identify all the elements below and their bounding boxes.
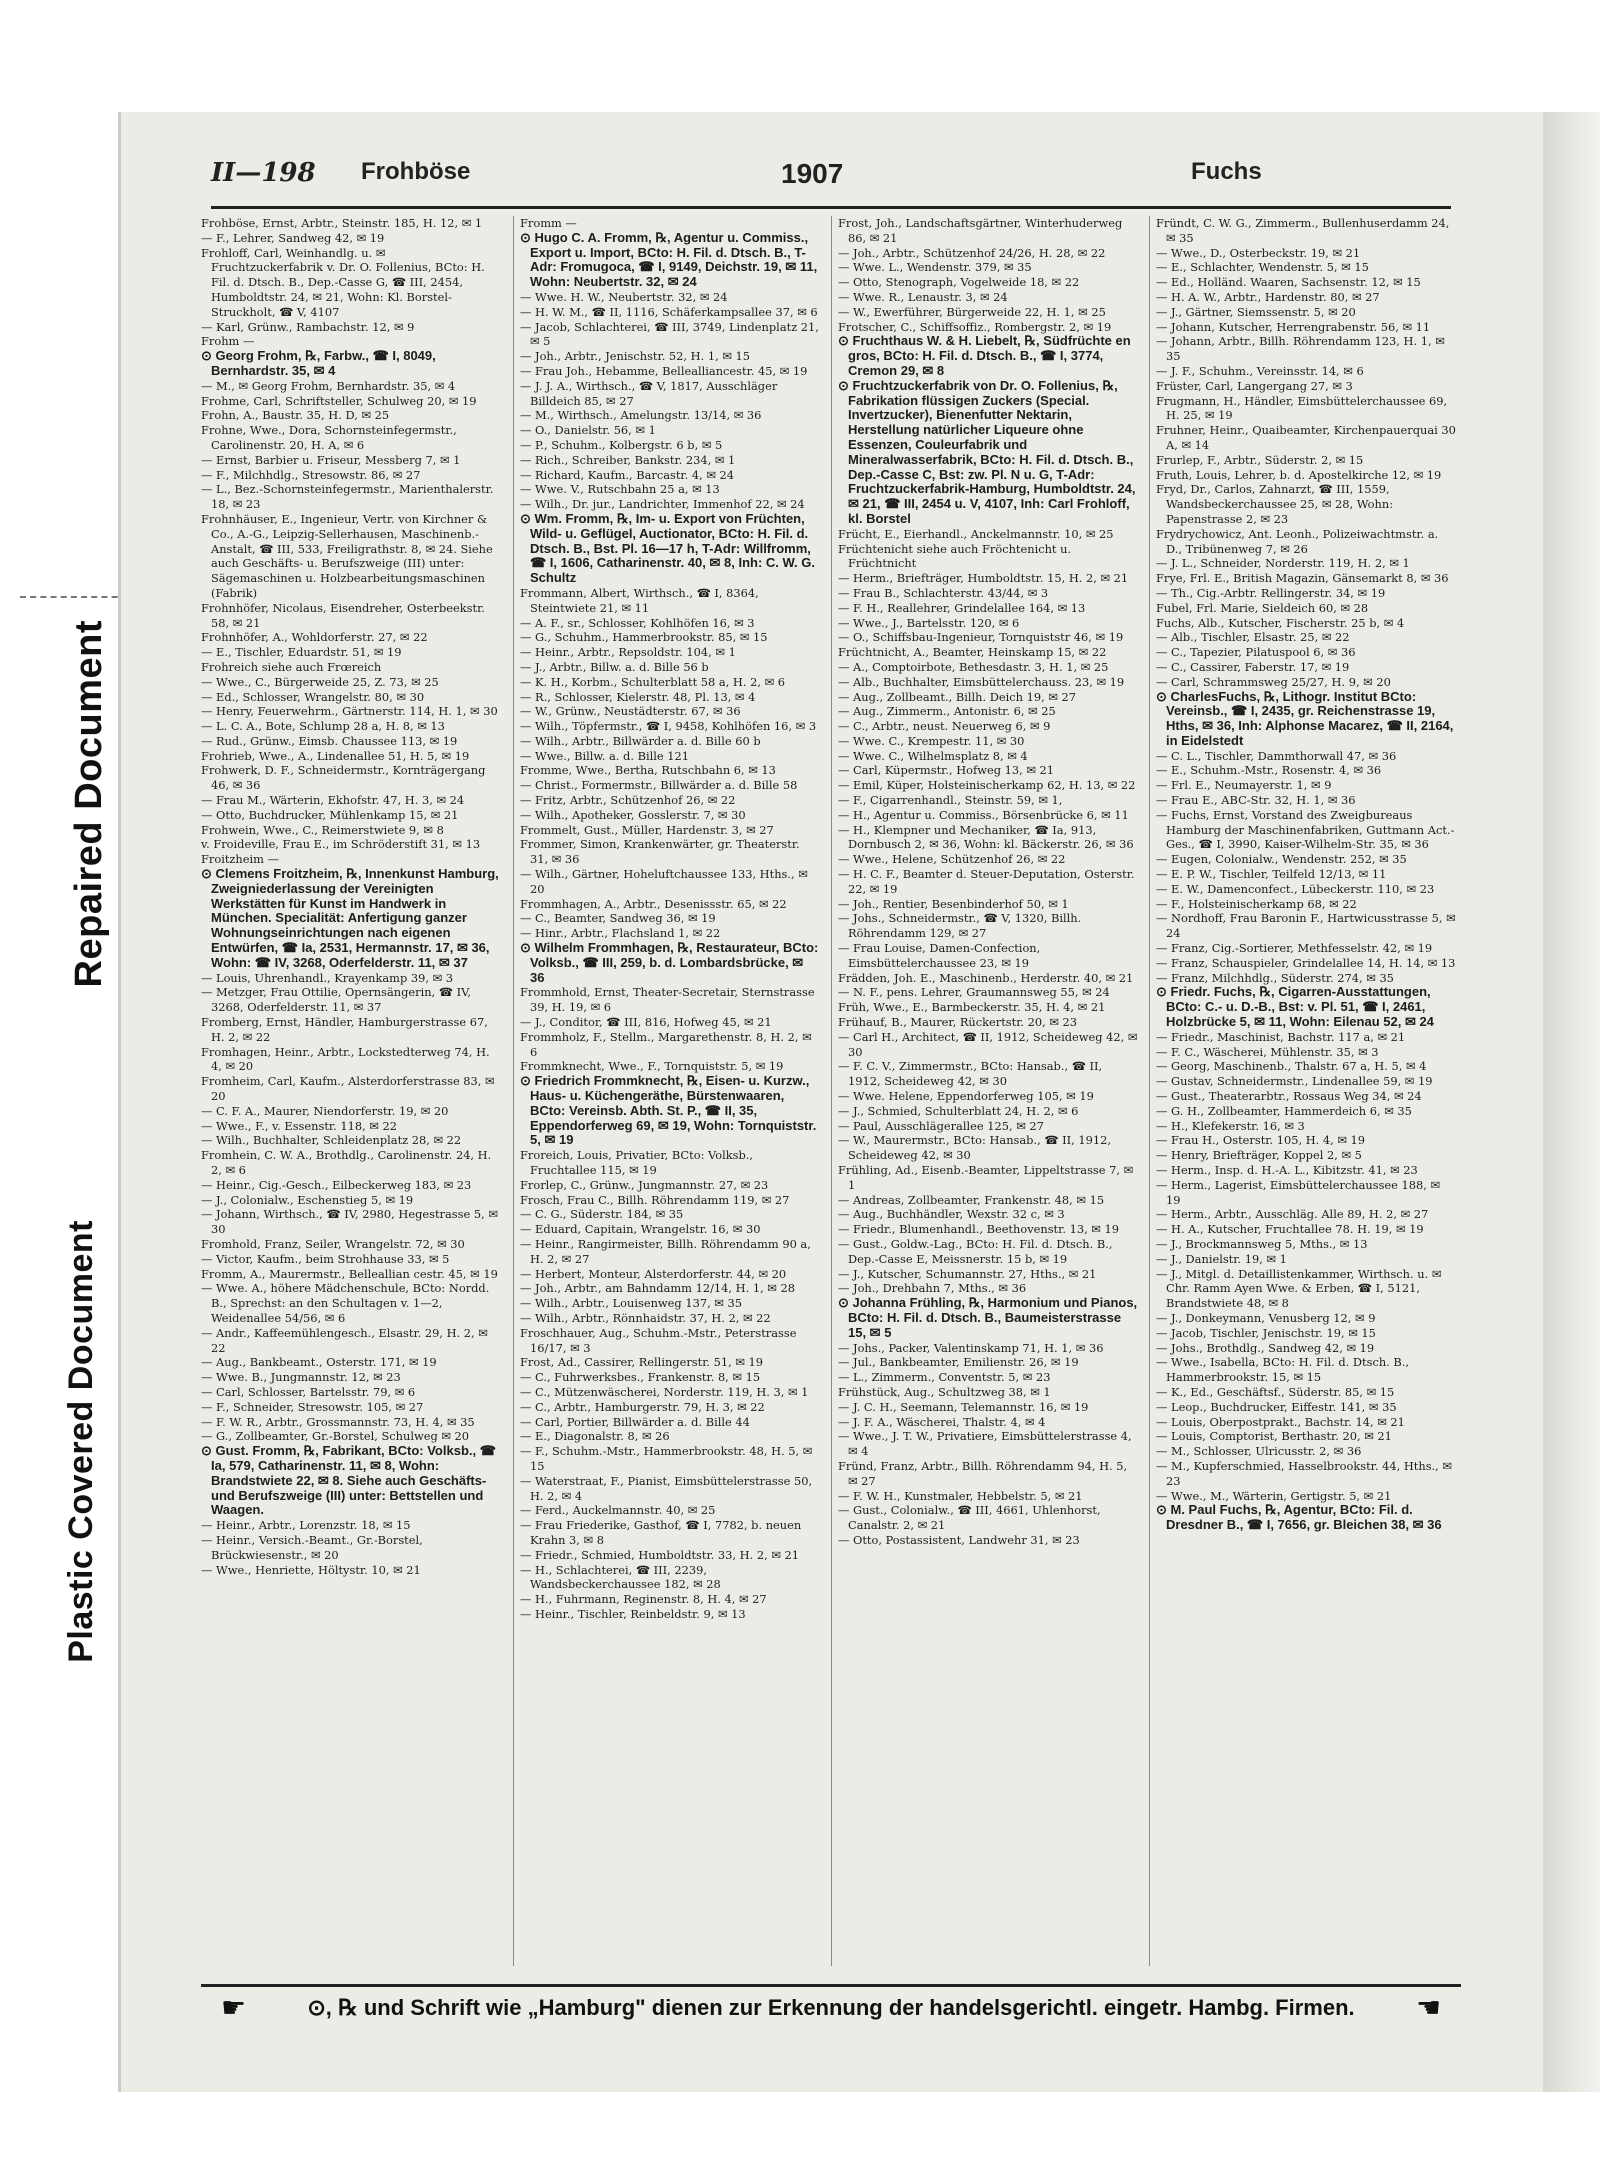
directory-entry: — Heinr., Arbtr., Repsoldstr. 104, ✉ 1 <box>520 645 736 660</box>
directory-entry: Frommhagen, A., Arbtr., Desenissstr. 65, ✉ 22 <box>520 896 787 911</box>
directory-entry: Früchtenicht siehe auch Fröchtenicht u. Früchtnicht <box>838 541 1072 571</box>
directory-entry: — Andr., Kaffeemühlengesch., Elsastr. 29, H. 2, ✉ 22 <box>201 1325 488 1355</box>
directory-entry: ⊙ Johanna Frühling, ℞, Harmonium und Pianos, BCto: H. Fil. d. Dtsch. B., Baumeisterstrasse 15, ✉ 5 <box>838 1295 1138 1340</box>
directory-entry: — Carl, Küpermstr., Hofweg 13, ✉ 21 <box>838 763 1055 778</box>
directory-entry: Fromhagen, Heinr., Arbtr., Lockstedterweg 74, H. 4, ✉ 20 <box>201 1044 490 1074</box>
directory-entry: — Wilh., Apotheker, Gosslerstr. 7, ✉ 30 <box>520 807 746 822</box>
directory-entry: — Wwe. C., Wilhelmsplatz 8, ✉ 4 <box>838 748 1028 763</box>
directory-entry: — Ernst, Barbier u. Friseur, Messberg 7, ✉ 1 <box>201 452 461 467</box>
directory-entry: — H. C. F., Beamter d. Steuer-Deputation, Osterstr. 22, ✉ 19 <box>838 867 1135 896</box>
directory-entry: — F., Cigarrenhandl., Steinstr. 59, ✉ 1, <box>838 793 1063 808</box>
pointing-hand-icon: ☛ <box>221 1991 247 2024</box>
directory-entry: — E., Schuhm.-Mstr., Rosenstr. 4, ✉ 36 <box>1156 763 1382 778</box>
directory-entry: — Johann, Wirthsch., ☎ IV, 2980, Hegestrasse 5, ✉ 30 <box>201 1207 498 1237</box>
directory-entry: — Joh., Rentier, Besenbinderhof 50, ✉ 1 <box>838 896 1069 911</box>
directory-entry: — E., Diagonalstr. 8, ✉ 26 <box>520 1429 670 1444</box>
directory-entry: — J. C. H., Seemann, Telemannstr. 16, ✉ 19 <box>838 1399 1089 1414</box>
directory-entry: ⊙ M. Paul Fuchs, ℞, Agentur, BCto: Fil. d. Dresdner B., ☎ I, 7656, gr. Bleichen 38, ✉ 36 <box>1156 1502 1442 1533</box>
directory-entry: — C., Cassirer, Faberstr. 17, ✉ 19 <box>1156 659 1350 674</box>
directory-entry: — Louis, Comptorist, Berthastr. 20, ✉ 21 <box>1156 1429 1392 1444</box>
directory-entry: — Victor, Kaufm., beim Strohhause 33, ✉ 5 <box>201 1251 450 1266</box>
directory-entry: — J., Schmied, Schulterblatt 24, H. 2, ✉ 6 <box>838 1103 1079 1118</box>
directory-entry: Frohloff, Carl, Weinhandlg. u. ✉ Fruchtzuckerfabrik v. Dr. O. Follenius, BCto: H. Fil. d. Dtsch. B., Dep.-Casse G, ☎ III, 2454, Humboldtstr. 24, ✉ 21, Wohn: Kl. Borstel-Struckholt, ☎ V, 4107 <box>201 245 485 319</box>
directory-entry: Frost, Joh., Landschaftsgärtner, Winterhuderweg 86, ✉ 21 <box>838 216 1123 245</box>
directory-entry: — F. C., Wäscherei, Mühlenstr. 35, ✉ 3 <box>1156 1044 1379 1059</box>
directory-entry: — Rud., Grünw., Eimsb. Chaussee 113, ✉ 19 <box>201 733 458 748</box>
directory-entry: — J. F. A., Wäscherei, Thalstr. 4, ✉ 4 <box>838 1414 1046 1429</box>
directory-entry: ⊙ Wilhelm Frommhagen, ℞, Restaurateur, BCto: Volksb., ☎ III, 259, b. d. Lombardsbrücke, ✉ 36 <box>520 940 819 985</box>
directory-entry: — Wilh., Buchhalter, Schleidenplatz 28, ✉ 22 <box>201 1133 462 1148</box>
directory-entry: — Frau Friederike, Gasthof, ☎ I, 7782, b. neuen Krahn 3, ✉ 8 <box>520 1518 802 1547</box>
directory-entry: Frohme, Carl, Schriftsteller, Schulweg 20, ✉ 19 <box>201 393 477 408</box>
directory-entry: Frohwerk, D. F., Schneidermstr., Kornträgergang 46, ✉ 36 <box>201 763 486 793</box>
directory-entry: — F., Holsteinischerkamp 68, ✉ 22 <box>1156 896 1357 911</box>
directory-entry: — W., Maurermstr., BCto: Hansab., ☎ II, 1912, Scheideweg 42, ✉ 30 <box>838 1133 1111 1163</box>
directory-entry: Frommann, Albert, Wirthsch., ☎ I, 8364, Steintwiete 21, ✉ 11 <box>520 585 759 615</box>
directory-entry: — Waterstraat, F., Pianist, Eimsbüttelerstrasse 50, H. 2, ✉ 4 <box>520 1473 813 1503</box>
directory-entry: — Leop., Buchdrucker, Eiffestr. 141, ✉ 35 <box>1156 1399 1397 1414</box>
directory-entry: — C., Arbtr., Hamburgerstr. 79, H. 3, ✉ 22 <box>520 1399 765 1414</box>
repaired-document-label: Repaired Document <box>68 620 110 988</box>
directory-entry: — O., Schiffsbau-Ingenieur, Tornquiststr 46, ✉ 19 <box>838 630 1124 645</box>
directory-entry: — Franz, Schauspieler, Grindelallee 14, H. 14, ✉ 13 <box>1156 955 1456 970</box>
directory-entry: — Herm., Briefträger, Humboldtstr. 15, H. 2, ✉ 21 <box>838 571 1129 586</box>
directory-entry: — Heinr., Arbtr., Lorenzstr. 18, ✉ 15 <box>201 1518 411 1533</box>
directory-entry: — Johann, Arbtr., Billh. Röhrendamm 123, H. 1, ✉ 35 <box>1156 334 1445 364</box>
directory-entry: — A. F., sr., Schlosser, Kohlhöfen 16, ✉ 3 <box>520 615 755 630</box>
directory-entry: — Henry, Briefträger, Koppel 2, ✉ 5 <box>1156 1148 1362 1163</box>
directory-entry: — J., Conditor, ☎ III, 816, Hofweg 45, ✉ 21 <box>520 1015 772 1030</box>
directory-entry: — J. F., Schuhm., Vereinsstr. 14, ✉ 6 <box>1156 363 1364 378</box>
directory-entry: — Wilh., Arbtr., Louisenweg 137, ✉ 35 <box>520 1296 742 1311</box>
directory-entry: — J., Danielstr. 19, ✉ 1 <box>1156 1251 1287 1266</box>
directory-entry: — J., Kutscher, Schumannstr. 27, Hths., ✉ 21 <box>838 1266 1097 1281</box>
directory-entry: ⊙ CharlesFuchs, ℞, Lithogr. Institut BCto: Vereinsb., ☎ I, 2435, gr. Reichenstrasse 19, Hths, ✉ 36, Inh: Alphonse Macarez, ☎ II, 2164, in Eidelstedt <box>1156 688 1454 748</box>
directory-entry: — Otto, Stenograph, Vogelweide 18, ✉ 22 <box>838 275 1080 290</box>
directory-entry: — Christ., Formermstr., Billwärder a. d. Bille 58 <box>520 778 798 793</box>
side-labels <box>20 600 130 1820</box>
directory-entry: — Joh., Arbtr., Schützenhof 24/26, H. 28, ✉ 22 <box>838 245 1106 260</box>
directory-entry: Frommholz, F., Stellm., Margarethenstr. 8, H. 2, ✉ 6 <box>520 1029 812 1059</box>
directory-entry: Frommknecht, Wwe., F., Tornquiststr. 5, ✉ 19 <box>520 1059 784 1074</box>
directory-entry: — Wwe., J. T. W., Privatiere, Eimsbüttelerstrasse 4, ✉ 4 <box>838 1429 1132 1459</box>
directory-entry: — F., Lehrer, Sandweg 42, ✉ 19 <box>201 230 385 245</box>
directory-entry: — Frau Louise, Damen-Confection, Eimsbüttelerchaussee 23, ✉ 19 <box>838 941 1041 970</box>
directory-entry: — H., Klempner und Mechaniker, ☎ Ia, 913, Dornbusch 2, ✉ 36, Wohn: kl. Bäckerstr. 26, ✉ 36 <box>838 822 1134 852</box>
directory-entry: Frohrieb, Wwe., A., Lindenallee 51, H. 5, ✉ 19 <box>201 748 470 763</box>
directory-entry: Frommhold, Ernst, Theater-Secretair, Sternstrasse 39, H. 19, ✉ 6 <box>520 985 815 1015</box>
directory-entry: Frühstück, Aug., Schultzweg 38, ✉ 1 <box>838 1384 1051 1399</box>
directory-entry: — J., Gärtner, Siemssenstr. 5, ✉ 20 <box>1156 304 1356 319</box>
plastic-covered-document-label: Plastic Covered Document <box>62 1220 100 1663</box>
directory-entry: — F. C. V., Zimmermstr., BCto: Hansab., ☎ II, 1912, Scheideweg 42, ✉ 30 <box>838 1059 1103 1089</box>
directory-entry: Fromme, Wwe., Bertha, Rutschbahn 6, ✉ 13 <box>520 763 776 778</box>
directory-entry: — C., Beamter, Sandweg 36, ✉ 19 <box>520 911 716 926</box>
directory-entry: — P., Schuhm., Kolbergstr. 6 b, ✉ 5 <box>520 437 723 452</box>
directory-entry: — Jul., Bankbeamter, Emilienstr. 26, ✉ 19 <box>838 1355 1079 1370</box>
directory-entry: — Fuchs, Ernst, Vorstand des Zweigbureaus Hamburg der Maschinenfabriken, Guttmann Act.-Ges., ☎ I, 3990, Kaiser-Wilhelm-Str. 35, ✉ 36 <box>1156 807 1455 852</box>
directory-entry: — Carl, Portier, Billwärder a. d. Bille 44 <box>520 1414 750 1429</box>
directory-entry: — Aug., Bankbeamt., Osterstr. 171, ✉ 19 <box>201 1355 437 1370</box>
directory-entry: — F., Milchhdlg., Stresowstr. 86, ✉ 27 <box>201 467 421 482</box>
directory-entry: Frühauf, B., Maurer, Rückertstr. 20, ✉ 23 <box>838 1015 1078 1030</box>
directory-entry: — Otto, Postassistent, Landwehr 31, ✉ 23 <box>838 1532 1080 1547</box>
directory-entry: Fruth, Louis, Lehrer, b. d. Apostelkirche 12, ✉ 19 <box>1156 467 1442 482</box>
directory-entry: — Aug., Buchhändler, Wexstr. 32 c, ✉ 3 <box>838 1207 1065 1222</box>
directory-entry: — Frau E., ABC-Str. 32, H. 1, ✉ 36 <box>1156 793 1356 808</box>
directory-entry: — M., ✉ Georg Frohm, Bernhardstr. 35, ✉ 4 <box>201 378 456 393</box>
directory-entry: — Joh., Arbtr., Jenischstr. 52, H. 1, ✉ 15 <box>520 349 750 364</box>
directory-entry: Froitzheim — <box>201 852 279 867</box>
page-number: II—198 <box>211 158 316 188</box>
directory-entry: Frydrychowicz, Ant. Leonh., Polizeiwachtmstr. a. D., Tribünenweg 7, ✉ 26 <box>1156 526 1439 556</box>
last-headword: Fuchs <box>1191 158 1262 185</box>
directory-entry: Frorlep, C., Grünw., Jungmannstr. 27, ✉ 23 <box>520 1177 769 1192</box>
year: 1907 <box>781 158 844 189</box>
directory-entry: — Georg, Maschinenb., Thalstr. 67 a, H. 5, ✉ 4 <box>1156 1059 1427 1074</box>
directory-entry: — Karl, Grünw., Rambachstr. 12, ✉ 9 <box>201 319 415 334</box>
directory-entry: — Johs., Schneidermstr., ☎ V, 1320, Billh. Röhrendamm 129, ✉ 27 <box>838 911 1082 941</box>
directory-entry: — W., Grünw., Neustädterstr. 67, ✉ 36 <box>520 704 741 719</box>
directory-entry: — Wilh., Arbtr., Rönnhaidstr. 37, H. 2, ✉ 22 <box>520 1310 771 1325</box>
directory-entry: — Jacob, Schlachterei, ☎ III, 3749, Lindenplatz 21, ✉ 5 <box>520 319 819 349</box>
directory-entry: Früchtnicht, A., Beamter, Heinskamp 15, ✉ 22 <box>838 645 1107 660</box>
directory-entry: — Wwe., Isabella, BCto: H. Fil. d. Dtsch. B., Hammerbrookstr. 15, ✉ 15 <box>1156 1355 1410 1385</box>
directory-entry: — Frau M., Wärterin, Ekhofstr. 47, H. 3, ✉ 24 <box>201 793 465 808</box>
directory-entry: — Franz, Cig.-Sortierer, Methfesselstr. 42, ✉ 19 <box>1156 941 1433 956</box>
directory-entry: — F. H., Reallehrer, Grindelallee 164, ✉ 13 <box>838 600 1086 615</box>
directory-entry: Fubel, Frl. Marie, Sieldeich 60, ✉ 28 <box>1156 600 1369 615</box>
directory-entry: — H., Klefekerstr. 16, ✉ 3 <box>1156 1118 1305 1133</box>
directory-entry: — Wilh., Arbtr., Billwärder a. d. Bille 60 b <box>520 733 761 748</box>
directory-entry: — Carl, Schlosser, Bartelsstr. 79, ✉ 6 <box>201 1384 416 1399</box>
directory-entry: Frühling, Ad., Eisenb.-Beamter, Lippeltstrasse 7, ✉ 1 <box>838 1163 1134 1192</box>
directory-entry: — Joh., Arbtr., am Bahndamm 12/14, H. 1, ✉ 28 <box>520 1281 795 1296</box>
directory-entry: Frohwein, Wwe., C., Reimerstwiete 9, ✉ 8 <box>201 822 444 837</box>
directory-entry: ⊙ Gust. Fromm, ℞, Fabrikant, BCto: Volksb., ☎ Ia, 579, Catharinenstr. 11, ✉ 8, Wohn: Brandstwiete 22, ✉ 8. Siehe auch Geschäfts- und Berufszweige (III) unter: Bettstellen und Waagen. <box>201 1443 496 1518</box>
directory-entry: v. Froideville, Frau E., im Schröderstift 31, ✉ 13 <box>201 837 481 852</box>
directory-entry: — Eugen, Colonialw., Wendenstr. 252, ✉ 35 <box>1156 852 1407 867</box>
column-2 <box>513 216 820 1966</box>
directory-entry: — C., Arbtr., neust. Neuerweg 6, ✉ 9 <box>838 719 1051 734</box>
directory-entry: — Wilh., Dr. jur., Landrichter, Immenhof 22, ✉ 24 <box>520 497 805 512</box>
directory-entry: — G. H., Zollbeamter, Hammerdeich 6, ✉ 35 <box>1156 1103 1412 1118</box>
directory-entry: — J., Colonialw., Eschenstieg 5, ✉ 19 <box>201 1192 414 1207</box>
page-edge <box>1540 112 1600 2092</box>
directory-entry: — Carl, Schrammsweg 25/27, H. 9, ✉ 20 <box>1156 674 1391 689</box>
directory-entry: — Herm., Insp. d. H.-A. L., Kibitzstr. 41, ✉ 23 <box>1156 1163 1418 1177</box>
directory-entry: — Wilh., Gärtner, Hoheluftchaussee 133, Hths., ✉ 20 <box>520 867 808 896</box>
directory-entry: ⊙ Fruchthaus W. & H. Liebelt, ℞, Südfrüchte en gros, BCto: H. Fil. d. Dtsch. B., ☎ I, 3774, Cremon 29, ✉ 8 <box>838 333 1131 378</box>
directory-entry: — C. F. A., Maurer, Niendorferstr. 19, ✉ 20 <box>201 1103 449 1118</box>
directory-entry: — Andreas, Zollbeamter, Frankenstr. 48, ✉ 15 <box>838 1192 1105 1207</box>
directory-entry: Frurlep, F., Arbtr., Süderstr. 2, ✉ 15 <box>1156 452 1364 467</box>
column-3 <box>831 216 1138 1966</box>
directory-entry: Frücht, E., Eierhandl., Anckelmannstr. 10, ✉ 25 <box>838 526 1114 541</box>
directory-entry: — L., Zimmerm., Conventstr. 5, ✉ 23 <box>838 1370 1051 1385</box>
directory-entry: — Gust., Goldw.-Lag., BCto: H. Fil. d. Dtsch. B., Dep.-Casse E, Meissnerstr. 15 b, ✉ 19 <box>838 1236 1113 1266</box>
directory-entry: — Fritz, Arbtr., Schützenhof 26, ✉ 22 <box>520 793 736 808</box>
directory-entry: — G., Zollbeamter, Gr.-Borstel, Schulweg ✉ 20 <box>201 1429 470 1444</box>
directory-entry: Frohn, A., Baustr. 35, H. D, ✉ 25 <box>201 408 390 423</box>
directory-entry: — Wwe. V., Rutschbahn 25 a, ✉ 13 <box>520 482 720 497</box>
directory-entry: — F., Schneider, Stresowstr. 105, ✉ 27 <box>201 1399 424 1414</box>
directory-entry: — Friedr., Maschinist, Bachstr. 117 a, ✉ 21 <box>1156 1029 1406 1044</box>
directory-entry: — F., Schuhm.-Mstr., Hammerbrookstr. 48, H. 5, ✉ 15 <box>520 1444 813 1473</box>
directory-entry: — Wwe. B., Jungmannstr. 12, ✉ 23 <box>201 1370 401 1385</box>
directory-entry: — J., Brockmannsweg 5, Mths., ✉ 13 <box>1156 1236 1368 1251</box>
directory-entry: Fründt, C. W. G., Zimmerm., Bullenhuserdamm 24, ✉ 35 <box>1156 216 1450 245</box>
directory-entry: — J., Mitgl. d. Detaillistenkammer, Wirthsch. u. ✉ Chr. Ramm Ayen Wwe. & Erben, ☎ I, 5121, Brandstwiete 48, ✉ 8 <box>1156 1266 1442 1311</box>
directory-entry: Frye, Frl. E., British Magazin, Gänsemarkt 8, ✉ 36 <box>1156 571 1449 586</box>
directory-entry: — G., Schuhm., Hammerbrookstr. 85, ✉ 15 <box>520 630 768 645</box>
directory-entry: — Nordhoff, Frau Baronin F., Hartwicusstrasse 5, ✉ 24 <box>1156 911 1456 941</box>
first-headword: Frohböse <box>361 158 471 185</box>
directory-entry: — Wwe., Henriette, Höltystr. 10, ✉ 21 <box>201 1562 421 1577</box>
directory-entry: — Wwe. L., Wendenstr. 379, ✉ 35 <box>838 260 1032 275</box>
directory-entry: — E., Tischler, Eduardstr. 51, ✉ 19 <box>201 645 402 660</box>
directory-entry: Frädden, Joh. E., Maschinenb., Herderstr. 40, ✉ 21 <box>838 970 1134 985</box>
directory-entry: — H., Fuhrmann, Reginenstr. 8, H. 4, ✉ 27 <box>520 1592 767 1607</box>
directory-entry: — E. P. W., Tischler, Teilfeld 12/13, ✉ 11 <box>1156 867 1387 882</box>
directory-entry: — Louis, Uhrenhandl., Krayenkamp 39, ✉ 3 <box>201 970 454 985</box>
page-footer <box>201 1984 1461 2027</box>
directory-columns <box>201 216 1456 1966</box>
directory-entry: — H., Schlachterei, ☎ III, 2239, Wandsbeckerchaussee 182, ✉ 28 <box>520 1562 721 1592</box>
directory-entry: — Hinr., Arbtr., Flachsland 1, ✉ 22 <box>520 926 721 941</box>
directory-entry: — J., Arbtr., Billw. a. d. Bille 56 b <box>520 659 709 674</box>
footer-note: ⊙, ℞ und Schrift wie „Hamburg" dienen zur Erkennung der handelsgerichtl. eingetr. Hambg. Firmen. <box>307 1995 1355 2020</box>
directory-entry: ⊙ Fruchtzuckerfabrik von Dr. O. Follenius, ℞, Fabrikation flüssigen Zuckers (Special. Invertzucker), Bienenfutter Nektarin, Herstellung natürlicher Liqueure ohne Essenzen, Couleurfabrik und Mineralwasserfabrik, BCto: H. Fil. d. Dtsch. B., Dep.-Casse C, Bst: zw. Pl. N u. G, T-Adr: Fruchtzuckerfabrik-Hamburg, Humboldtstr. 24, ✉ 21, ☎ III, 2454 u. V, 4107, Inh: Carl Frohloff, kl. Borstel <box>838 377 1136 526</box>
directory-entry: — Wwe., D., Osterbeckstr. 19, ✉ 21 <box>1156 245 1361 260</box>
directory-entry: Fruhner, Heinr., Quaibeamter, Kirchenpauerquai 30 A, ✉ 14 <box>1156 423 1456 452</box>
directory-entry: — Franz, Milchhdlg., Süderstr. 274, ✉ 35 <box>1156 970 1394 985</box>
directory-entry: ⊙ Hugo C. A. Fromm, ℞, Agentur u. Commiss., Export u. Import, BCto: H. Fil. d. Dtsch. B., T-Adr: Fromugoca, ☎ I, 9149, Deichstr. 19, ✉ 11, Wohn: Neubertstr. 32, ✉ 24 <box>520 229 818 290</box>
directory-entry: — Frau Joh., Hebamme, Bellealliancestr. 45, ✉ 19 <box>520 363 808 378</box>
directory-entry: — Eduard, Capitain, Wrangelstr. 16, ✉ 30 <box>520 1222 761 1237</box>
directory-entry: — Frau B., Schlachterstr. 43/44, ✉ 3 <box>838 585 1049 600</box>
page-header <box>211 148 1451 209</box>
directory-entry: — E., Schlachter, Wendenstr. 5, ✉ 15 <box>1156 260 1369 275</box>
directory-entry: — N. F., pens. Lehrer, Graumannsweg 55, ✉ 24 <box>838 985 1110 1000</box>
directory-entry: — Wwe., M., Wärterin, Gertigstr. 5, ✉ 21 <box>1156 1488 1392 1503</box>
directory-entry: — Frau H., Osterstr. 105, H. 4, ✉ 19 <box>1156 1133 1366 1148</box>
directory-entry: Frohnhäuser, E., Ingenieur, Vertr. von Kirchner & Co., A.-G., Leipzig-Sellerhausen, Maschinenb.-Anstalt, ☎ III, 533, Freiligrathstr. 8, ✉ 24. Siehe auch Geschäfts- u. Berufszweige (III) unter: Sägemaschinen u. Holzbearbeitungsmaschinen (Fabrik) <box>201 511 493 600</box>
directory-entry: — M., Wirthsch., Amelungstr. 13/14, ✉ 36 <box>520 408 762 423</box>
directory-entry: — Wwe. H. W., Neubertstr. 32, ✉ 24 <box>520 289 728 304</box>
directory-entry: — Wwe., C., Bürgerweide 25, Z. 73, ✉ 25 <box>201 674 439 689</box>
directory-entry: — Paul, Ausschlägerallee 125, ✉ 27 <box>838 1118 1044 1133</box>
directory-entry: — J. J. A., Wirthsch., ☎ V, 1817, Ausschläger Billdeich 85, ✉ 27 <box>520 378 778 408</box>
directory-entry: — A., Comptoirbote, Bethesdastr. 3, H. 1, ✉ 25 <box>838 659 1109 674</box>
directory-entry: ⊙ Wm. Fromm, ℞, Im- u. Export von Früchten, Wild- u. Geflügel, Auctionator, BCto: H. Fil. d. Dtsch. B., Bst. Pl. 16—17 h, T-Adr: Willfromm, ☎ I, 1606, Catharinenstr. 40, ✉ 8, Inh: C. W. G. Schultz <box>520 510 815 586</box>
directory-entry: — Wwe. Helene, Eppendorferweg 105, ✉ 19 <box>838 1089 1094 1104</box>
directory-entry: Fründ, Franz, Arbtr., Billh. Röhrendamm 94, H. 5, ✉ 27 <box>838 1458 1128 1488</box>
directory-entry: ⊙ Friedr. Fuchs, ℞, Cigarren-Ausstattungen, BCto: C.- u. D.-B., Bst: v. Pl. 51, ☎ I, 2461, Holzbrücke 5, ✉ 11, Wohn: Eilenau 52, ✉ 24 <box>1156 984 1434 1030</box>
directory-entry: — Wwe., F., v. Essenstr. 118, ✉ 22 <box>201 1118 397 1133</box>
directory-entry: — L. C. A., Bote, Schlump 28 a, H. 8, ✉ 13 <box>201 719 445 734</box>
directory-entry: Frommelt, Gust., Müller, Hardenstr. 3, ✉ 27 <box>520 822 774 837</box>
directory-entry: — Henry, Feuerwehrm., Gärtnerstr. 114, H. 1, ✉ 30 <box>201 704 498 719</box>
directory-entry: — K., Ed., Geschäftsf., Süderstr. 85, ✉ 15 <box>1156 1384 1395 1399</box>
directory-entry: Frohne, Wwe., Dora, Schornsteinfegermstr., Carolinenstr. 20, H. A, ✉ 6 <box>201 423 457 452</box>
directory-entry: Froreich, Louis, Privatier, BCto: Volksb., Fruchtallee 115, ✉ 19 <box>520 1148 754 1177</box>
pointing-hand-icon: ☛ <box>1415 1991 1441 2024</box>
directory-entry: — C. L., Tischler, Dammthorwall 47, ✉ 36 <box>1156 748 1397 763</box>
directory-entry: — O., Danielstr. 56, ✉ 1 <box>520 423 656 438</box>
directory-entry: Fromm, A., Maurermstr., Belleallian cestr. 45, ✉ 19 <box>201 1266 498 1281</box>
directory-entry: — Wwe., Billw. a. d. Bille 121 <box>520 748 689 763</box>
directory-entry: — Johann, Kutscher, Herrengrabenstr. 56, ✉ 11 <box>1156 319 1431 334</box>
directory-entry: Fuchs, Alb., Kutscher, Fischerstr. 25 b, ✉ 4 <box>1156 615 1405 630</box>
directory-entry: — Wwe. C., Krempestr. 11, ✉ 30 <box>838 733 1025 748</box>
directory-entry: — Louis, Oberpostprakt., Bachstr. 14, ✉ 21 <box>1156 1414 1405 1429</box>
directory-entry: — C., Tapezier, Pilatuspool 6, ✉ 36 <box>1156 645 1356 660</box>
directory-entry: Frotscher, C., Schiffsoffiz., Rombergstr. 2, ✉ 19 <box>838 319 1112 334</box>
directory-entry: Früster, Carl, Langergang 27, ✉ 3 <box>1156 378 1353 393</box>
directory-entry: — M., Schlosser, Ulricusstr. 2, ✉ 36 <box>1156 1444 1362 1459</box>
directory-entry: — Ed., Holländ. Waaren, Sachsenstr. 12, ✉ 15 <box>1156 275 1421 290</box>
directory-entry: — Richard, Kaufm., Barcastr. 4, ✉ 24 <box>520 467 735 482</box>
directory-entry: — Heinr., Tischler, Reinbeldstr. 9, ✉ 13 <box>520 1606 746 1621</box>
directory-entry: Frost, Ad., Cassirer, Rellingerstr. 51, ✉ 19 <box>520 1355 764 1370</box>
directory-entry: — Carl H., Architect, ☎ II, 1912, Scheideweg 42, ✉ 30 <box>838 1029 1138 1059</box>
directory-entry: — M., Kupferschmied, Hasselbrookstr. 44, Hths., ✉ 23 <box>1156 1458 1452 1488</box>
directory-entry: — Johs., Packer, Valentinskamp 71, H. 1, ✉ 36 <box>838 1340 1104 1355</box>
directory-entry: — Heinr., Rangirmeister, Billh. Röhrendamm 90 a, H. 2, ✉ 27 <box>520 1236 811 1266</box>
directory-entry: Frohböse, Ernst, Arbtr., Steinstr. 185, H. 12, ✉ 1 <box>201 216 483 230</box>
directory-entry: — Aug., Zollbeamt., Billh. Deich 19, ✉ 27 <box>838 689 1076 704</box>
directory-entry: — Johs., Brothdlg., Sandweg 42, ✉ 19 <box>1156 1340 1375 1355</box>
directory-entry: — Alb., Buchhalter, Eimsbüttelerchauss. 23, ✉ 19 <box>838 674 1125 689</box>
directory-entry: — Ferd., Auckelmannstr. 40, ✉ 25 <box>520 1503 716 1518</box>
directory-entry: Fromhein, C. W. A., Brothdlg., Carolinenstr. 24, H. 2, ✉ 6 <box>201 1148 492 1177</box>
directory-entry: Froschhauer, Aug., Schuhm.-Mstr., Peterstrasse 16/17, ✉ 3 <box>520 1325 797 1355</box>
directory-entry: — W., Ewerführer, Bürgerweide 22, H. 1, ✉ 25 <box>838 304 1106 319</box>
directory-entry: Früh, Wwe., E., Barmbeckerstr. 35, H. 4, ✉ 21 <box>838 1000 1106 1015</box>
directory-entry: — F. W. H., Kunstmaler, Hebbelstr. 5, ✉ 21 <box>838 1488 1083 1503</box>
directory-entry: Fromheim, Carl, Kaufm., Alsterdorferstrasse 83, ✉ 20 <box>201 1074 495 1104</box>
directory-entry: ⊙ Clemens Froitzheim, ℞, Innenkunst Hamburg, Zweigniederlassung der Vereinigten Werkstätten für Kunst im Handwerk in München. Specialität: Anfertigung ganzer Wohnungseinrichtungen nach eigenen Entwürfen, ☎ Ia, 2531, Hermannstr. 17, ✉ 36, Wohn: ☎ IV, 3268, Oderfelderstr. 11, ✉ 37 <box>201 866 499 970</box>
directory-entry: ⊙ Georg Frohm, ℞, Farbw., ☎ I, 8049, Bernhardstr. 35, ✉ 4 <box>201 348 436 378</box>
directory-entry: — Jacob, Tischler, Jenischstr. 19, ✉ 15 <box>1156 1325 1376 1340</box>
directory-entry: — Heinr., Cig.-Gesch., Eilbeckerweg 183, ✉ 23 <box>201 1177 472 1192</box>
directory-entry: — Wwe. R., Lenaustr. 3, ✉ 24 <box>838 289 1008 304</box>
directory-entry: — E. W., Damenconfect., Lübeckerstr. 110, ✉ 23 <box>1156 881 1435 896</box>
directory-entry: — Joh., Drehbahn 7, Mths., ✉ 36 <box>838 1281 1027 1296</box>
directory-entry: — J. L., Schneider, Norderstr. 119, H. 2, ✉ 1 <box>1156 556 1410 571</box>
directory-entry: Frohnhöfer, Nicolaus, Eisendreher, Osterbeekstr. 58, ✉ 21 <box>201 600 485 630</box>
directory-entry: — Herm., Lagerist, Eimsbüttelerchaussee 188, ✉ 19 <box>1156 1177 1441 1207</box>
directory-entry: — H. W. M., ☎ II, 1116, Schäferkampsallee 37, ✉ 6 <box>520 304 818 319</box>
directory-entry: Frosch, Frau C., Billh. Röhrendamm 119, ✉ 27 <box>520 1192 790 1207</box>
directory-entry: — K. H., Korbm., Schulterblatt 58 a, H. 2, ✉ 6 <box>520 674 786 689</box>
directory-entry: — L., Bez.-Schornsteinfegermstr., Marienthalerstr. 18, ✉ 23 <box>201 482 494 512</box>
directory-entry: — Gust., Colonialw., ☎ III, 4661, Uhlenhorst, Canalstr. 2, ✉ 21 <box>838 1503 1101 1533</box>
directory-entry: — J., Donkeymann, Venusberg 12, ✉ 9 <box>1156 1310 1376 1325</box>
directory-entry: — Gust., Theaterarbtr., Rossaus Weg 34, ✉ 24 <box>1156 1089 1422 1104</box>
directory-entry: — Rich., Schreiber, Bankstr. 234, ✉ 1 <box>520 452 736 467</box>
directory-entry: — C. G., Süderstr. 184, ✉ 35 <box>520 1207 684 1222</box>
directory-entry: — C., Mützenwäscherei, Norderstr. 119, H. 3, ✉ 1 <box>520 1384 809 1399</box>
directory-entry: — Th., Cig.-Arbtr. Rellingerstr. 34, ✉ 19 <box>1156 585 1386 600</box>
directory-entry: Fromberg, Ernst, Händler, Hamburgerstrasse 67, H. 2, ✉ 22 <box>201 1015 488 1044</box>
directory-entry: Frohm — <box>201 334 255 349</box>
directory-entry: — Wwe., J., Bartelsstr. 120, ✉ 6 <box>838 615 1020 630</box>
directory-entry: — Otto, Buchdrucker, Mühlenkamp 15, ✉ 21 <box>201 807 459 822</box>
directory-entry: Frugmann, H., Händler, Eimsbüttelerchaussee 69, H. 25, ✉ 19 <box>1156 393 1448 423</box>
directory-entry: — Heinr., Versich.-Beamt., Gr.-Borstel, Brückwiesenstr., ✉ 20 <box>201 1532 423 1562</box>
directory-entry: — H. A., Kutscher, Fruchtallee 78. H. 19, ✉ 19 <box>1156 1222 1424 1237</box>
directory-entry: — Gustav, Schneidermstr., Lindenallee 59, ✉ 19 <box>1156 1074 1433 1089</box>
directory-entry: — H., Agentur u. Commiss., Börsenbrücke 6, ✉ 11 <box>838 807 1129 822</box>
directory-entry: — Herbert, Monteur, Alsterdorferstr. 44, ✉ 20 <box>520 1266 787 1281</box>
directory-entry: Frohnhöfer, A., Wohldorferstr. 27, ✉ 22 <box>201 630 428 645</box>
directory-entry: — Alb., Tischler, Elsastr. 25, ✉ 22 <box>1156 630 1350 645</box>
directory-entry: Fromhold, Franz, Seiler, Wrangelstr. 72, ✉ 30 <box>201 1236 465 1251</box>
directory-entry: — Wilh., Töpfermstr., ☎ I, 9458, Kohlhöfen 16, ✉ 3 <box>520 719 817 734</box>
directory-entry: Frommer, Simon, Krankenwärter, gr. Theaterstr. 31, ✉ 36 <box>520 837 800 867</box>
directory-entry: — Aug., Zimmerm., Antonistr. 6, ✉ 25 <box>838 704 1056 719</box>
directory-entry: — Friedr., Blumenhandl., Beethovenstr. 13, ✉ 19 <box>838 1222 1119 1237</box>
directory-entry: — Ed., Schlosser, Wrangelstr. 80, ✉ 30 <box>201 689 425 704</box>
directory-entry: — Frl. E., Neumayerstr. 1, ✉ 9 <box>1156 778 1332 793</box>
directory-entry: — F. W. R., Arbtr., Grossmannstr. 73, H. 4, ✉ 35 <box>201 1414 475 1429</box>
directory-entry: — Emil, Küper, Holsteinischerkamp 62, H. 13, ✉ 22 <box>838 778 1136 793</box>
directory-page <box>118 112 1543 2092</box>
directory-entry: — C., Fuhrwerksbes., Frankenstr. 8, ✉ 15 <box>520 1370 761 1385</box>
directory-entry: Fryd, Dr., Carlos, Zahnarzt, ☎ III, 1559, Wandsbeckerchaussee 25, ✉ 28, Wohn: Papenstrasse 2, ✉ 23 <box>1156 482 1394 526</box>
directory-entry: — Metzger, Frau Ottilie, Opernsängerin, ☎ IV, 3268, Oderfelderstr. 11, ✉ 37 <box>201 985 471 1015</box>
column-4 <box>1149 216 1456 1966</box>
directory-entry: — Herm., Arbtr., Ausschläg. Alle 89, H. 2, ✉ 27 <box>1156 1207 1429 1222</box>
directory-entry: — R., Schlosser, Kielerstr. 48, Pl. 13, ✉ 4 <box>520 689 756 704</box>
directory-entry: Frohreich siehe auch Frœreich <box>201 659 382 674</box>
directory-entry: Fromm — <box>520 216 577 230</box>
directory-entry: ⊙ Friedrich Frommknecht, ℞, Eisen- u. Kurzw., Haus- u. Küchengeräthe, Bürstenwaaren, BCto: Vereinsb. Abth. St. P., ☎ II, 35, Eppendorferweg 69, ✉ 19, Wohn: Tornquiststr. 5, ✉ 19 <box>520 1073 817 1148</box>
directory-entry: — H. A. W., Arbtr., Hardenstr. 80, ✉ 27 <box>1156 289 1380 304</box>
directory-entry: — Wwe., Helene, Schützenhof 26, ✉ 22 <box>838 852 1066 867</box>
column-1 <box>201 216 501 1966</box>
directory-entry: — Wwe. A., höhere Mädchenschule, BCto: Nordd. B., Sprechst: an den Schultagen v. 1—2, Weidenallee 54/56, ✉ 6 <box>201 1281 490 1325</box>
directory-entry: — Friedr., Schmied, Humboldtstr. 33, H. 2, ✉ 21 <box>520 1547 799 1562</box>
